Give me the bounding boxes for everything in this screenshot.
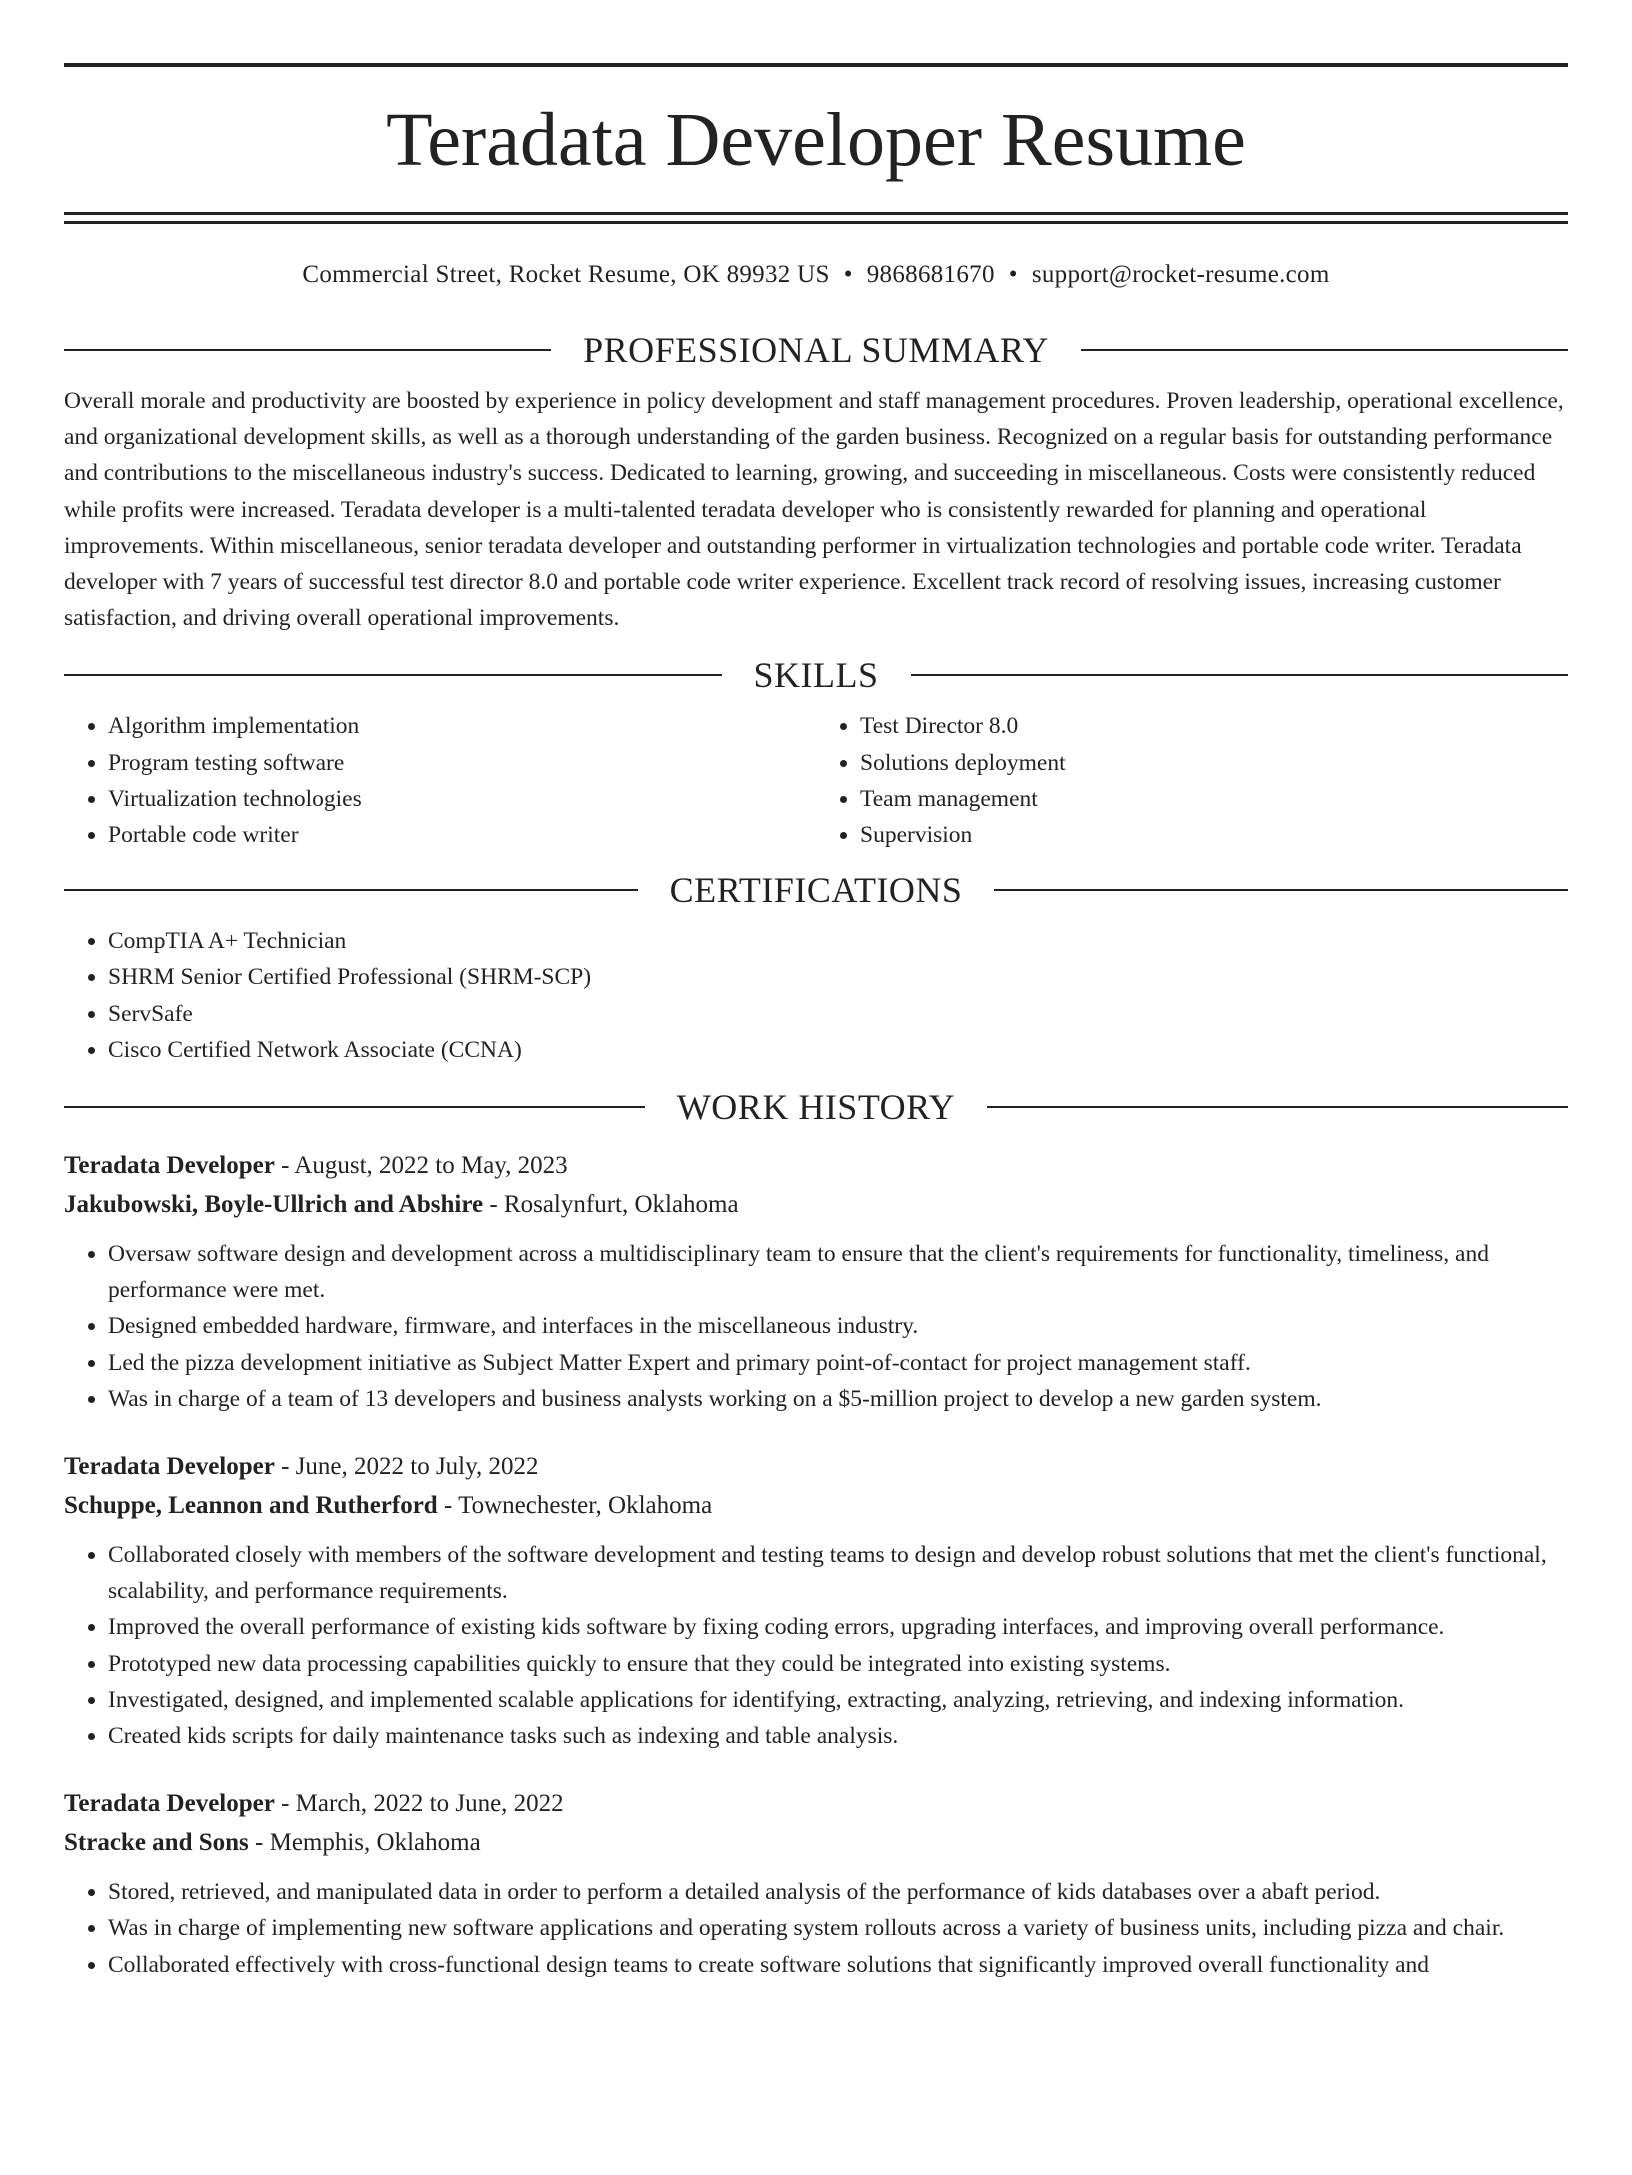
job-location: - Townechester, Oklahoma	[437, 1492, 713, 1520]
job-company-line	[64, 1185, 1568, 1224]
job-title: Teradata Developer	[64, 1453, 275, 1481]
heading-rule-left	[64, 674, 722, 676]
heading-rule-left	[64, 1106, 645, 1108]
heading-rule-left	[64, 349, 551, 351]
skill-item: • Virtualization technologies	[108, 781, 816, 817]
skills-column-right	[816, 708, 1568, 853]
skills-list	[64, 708, 1568, 853]
summary-text: Overall morale and productivity are boosted by experience in policy development and staff management procedures. Proven leadership, operational excellence, and organizational development skills, as well as a thorough understanding of the garden business. Recognized on a regular basis for outstanding performance and contributions to the miscellaneous industry's success. Dedicated to learning, growing, and succeeding in miscellaneous. Costs were consistently reduced while profits were increased. Teradata developer is a multi-talented teradata developer who is consistently rewarded for planning and operational improvements. Within miscellaneous, senior teradata developer and outstanding performer in virtualization technologies and portable code writer. Teradata developer with 7 years of successful test director 8.0 and portable code writer experience. Excellent track record of resolving issues, increasing customer satisfaction, and driving overall operational improvements.	[64, 388, 1564, 632]
job-bullets	[64, 1874, 1568, 1983]
certification-item: • CompTIA A+ Technician	[108, 923, 1568, 959]
heading-rule-right	[911, 674, 1569, 676]
skills-heading	[64, 650, 1568, 700]
skill-item: • Test Director 8.0	[860, 708, 1568, 744]
job-location: - Rosalynfurt, Oklahoma	[483, 1191, 739, 1219]
job-title: Teradata Developer	[64, 1790, 275, 1818]
job-bullet: • Designed embedded hardware, firmware, and interfaces in the miscellaneous industry.	[108, 1308, 1568, 1344]
certification-item: • ServSafe	[108, 996, 1568, 1032]
heading-rule-right	[987, 1106, 1568, 1108]
contact-email: support@rocket-resume.com	[1031, 261, 1330, 288]
contact-address: Commercial Street, Rocket Resume, OK 89932 US	[302, 261, 830, 288]
job-bullet: • Oversaw software design and development across a multidisciplinary team to ensure that the client's requirements for functionality, timeliness, and performance were met.	[108, 1236, 1568, 1308]
job-bullet: • Prototyped new data processing capabilities quickly to ensure that they could be integrated into existing systems.	[108, 1646, 1568, 1682]
skill-item: • Program testing software	[108, 745, 816, 781]
job-bullet: • Created kids scripts for daily maintenance tasks such as indexing and table analysis.	[108, 1718, 1568, 1754]
skill-item: • Algorithm implementation	[108, 708, 816, 744]
certification-item: • Cisco Certified Network Associate (CCNA)	[108, 1032, 1568, 1068]
job-location: - Memphis, Oklahoma	[248, 1829, 481, 1857]
heading-rule-left	[64, 889, 638, 891]
skill-item: • Solutions deployment	[860, 745, 1568, 781]
skills-heading-label: SKILLS	[753, 655, 879, 696]
job-entry	[64, 1784, 1568, 1983]
job-company: Schuppe, Leannon and Rutherford	[64, 1492, 438, 1520]
job-bullet: • Collaborated closely with members of the software development and testing teams to design and develop robust solutions that met the client's functional, scalability, and performance requirements.	[108, 1537, 1568, 1609]
job-bullets	[64, 1537, 1568, 1754]
heading-rule-right	[1081, 349, 1568, 351]
job-bullet: • Improved the overall performance of existing kids software by fixing coding errors, upgrading interfaces, and improving overall performance.	[108, 1609, 1568, 1645]
job-company: Stracke and Sons	[64, 1829, 249, 1857]
skill-item: • Supervision	[860, 817, 1568, 853]
certifications-heading	[64, 865, 1568, 915]
job-dates: - August, 2022 to May, 2023	[274, 1152, 568, 1180]
job-bullet: • Stored, retrieved, and manipulated data in order to perform a detailed analysis of the performance of kids databases over a abaft period.	[108, 1874, 1568, 1910]
job-title-line	[64, 1447, 1568, 1486]
job-bullet: • Was in charge of a team of 13 developers and business analysts working on a $5-million project to develop a new garden system.	[108, 1381, 1568, 1417]
skills-column-left	[64, 708, 816, 853]
contact-line	[64, 258, 1568, 292]
job-company: Jakubowski, Boyle-Ullrich and Abshire	[64, 1191, 484, 1219]
job-bullet: • Collaborated effectively with cross-functional design teams to create software solutions that significantly improved overall functionality and	[108, 1947, 1568, 1983]
title-rule-upper	[64, 212, 1568, 215]
certifications-heading-label: CERTIFICATIONS	[669, 870, 963, 911]
job-entry	[64, 1447, 1568, 1754]
summary-heading	[64, 325, 1568, 375]
job-title: Teradata Developer	[64, 1152, 275, 1180]
contact-phone: 9868681670	[866, 261, 995, 288]
heading-rule-right	[994, 889, 1568, 891]
job-dates: - June, 2022 to July, 2022	[274, 1453, 539, 1481]
job-bullet: • Was in charge of implementing new software applications and operating system rollouts across a variety of business units, including pizza and chair.	[108, 1910, 1568, 1946]
job-title-line	[64, 1146, 1568, 1185]
job-company-line	[64, 1486, 1568, 1525]
skill-item: • Team management	[860, 781, 1568, 817]
work-history-heading-label: WORK HISTORY	[676, 1087, 956, 1128]
contact-separator: •	[843, 261, 853, 288]
job-title-line	[64, 1784, 1568, 1823]
work-history-heading	[64, 1082, 1568, 1132]
job-entry	[64, 1146, 1568, 1417]
certification-item: • SHRM Senior Certified Professional (SHRM-SCP)	[108, 959, 1568, 995]
certifications-list	[64, 923, 1568, 1068]
job-bullet: • Investigated, designed, and implemented scalable applications for identifying, extracting, analyzing, retrieving, and indexing information.	[108, 1682, 1568, 1718]
skill-item: • Portable code writer	[108, 817, 816, 853]
contact-separator: •	[1008, 261, 1018, 288]
title-rule-lower	[64, 221, 1568, 224]
resume-title: Teradata Developer Resume	[386, 98, 1246, 182]
job-bullets	[64, 1236, 1568, 1417]
job-company-line	[64, 1823, 1568, 1862]
job-dates: - March, 2022 to June, 2022	[274, 1790, 564, 1818]
top-rule	[64, 63, 1568, 67]
resume-page	[0, 63, 1632, 2175]
summary-heading-label: PROFESSIONAL SUMMARY	[583, 330, 1049, 370]
job-bullet: • Led the pizza development initiative as Subject Matter Expert and primary point-of-contact for project management staff.	[108, 1345, 1568, 1381]
